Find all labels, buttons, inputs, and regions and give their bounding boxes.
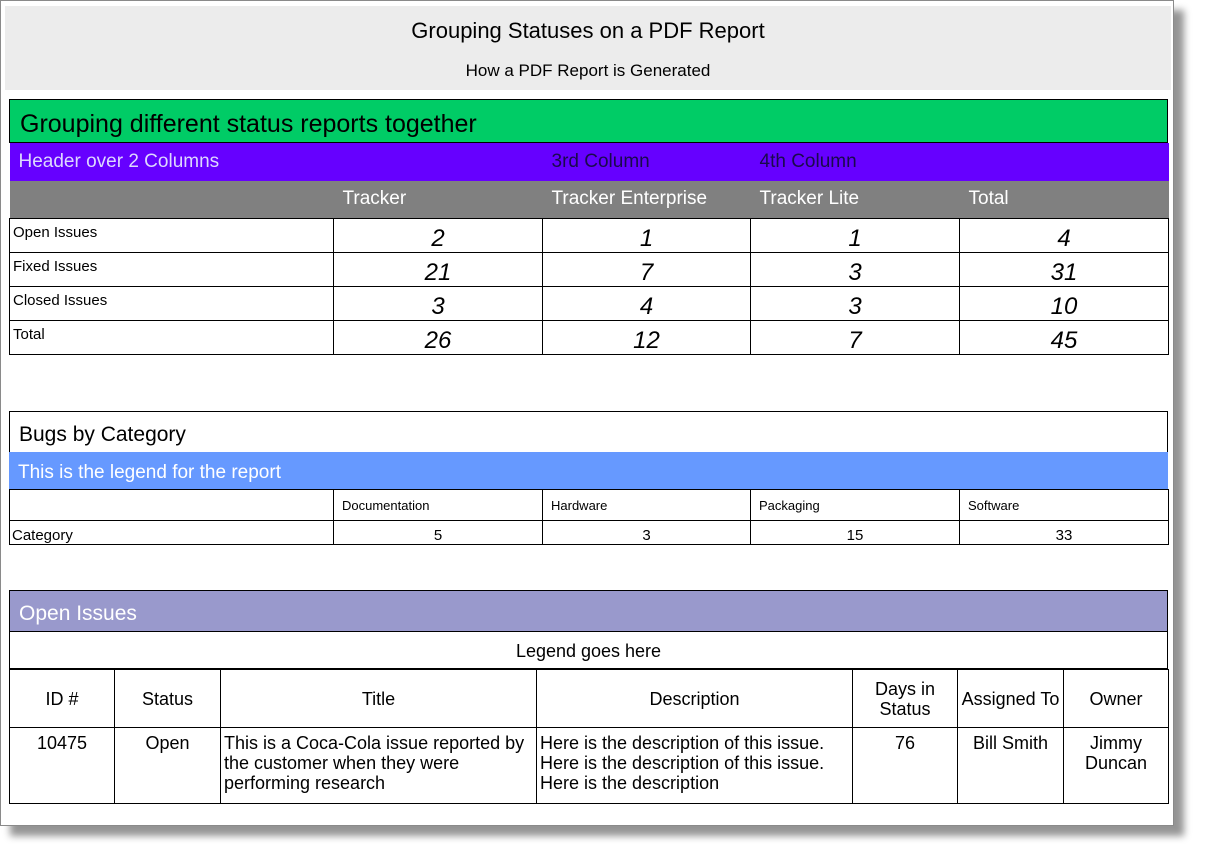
group-header-row (10, 143, 1169, 181)
column-header (10, 490, 334, 521)
row-label: Open Issues (10, 218, 334, 252)
table-row (10, 252, 1169, 286)
table-cell: 4 (543, 286, 751, 320)
table-cell: 15 (751, 521, 960, 545)
table-cell: 45 (960, 320, 1169, 354)
issues-table (9, 669, 1169, 804)
issues-legend: Legend goes here (9, 632, 1168, 669)
column-header: Days in Status (853, 670, 958, 728)
row-label: Category (10, 521, 334, 545)
column-header: Assigned To (958, 670, 1064, 728)
issue-title: This is a Coca-Cola issue reported by the customer when they were performing research (221, 728, 537, 804)
total-row (10, 320, 1169, 354)
table-row (10, 728, 1169, 804)
category-section (9, 411, 1168, 545)
column-header: ID # (10, 670, 115, 728)
column-header-row (10, 490, 1169, 521)
table-cell: 5 (334, 521, 543, 545)
table-cell: 1 (543, 218, 751, 252)
table-cell: 7 (751, 320, 960, 354)
table-cell: 3 (334, 286, 543, 320)
group-header-cell: 3rd Column (543, 143, 751, 181)
table-cell: 3 (751, 286, 960, 320)
table-cell: 3 (751, 252, 960, 286)
table-cell: 1 (751, 218, 960, 252)
table-cell: 3 (543, 521, 751, 545)
row-label: Total (10, 320, 334, 354)
table-cell: 4 (960, 218, 1169, 252)
table-cell: 7 (543, 252, 751, 286)
column-header: Packaging (751, 490, 960, 521)
table-cell: 26 (334, 320, 543, 354)
report-header (5, 6, 1171, 90)
report-subtitle: How a PDF Report is Generated (465, 61, 711, 80)
issues-section-title: Open Issues (9, 590, 1168, 632)
column-header: Documentation (334, 490, 543, 521)
column-header: Software (960, 490, 1169, 521)
table-cell: 2 (334, 218, 543, 252)
group-header-cell: 4th Column (751, 143, 960, 181)
column-header-row (10, 181, 1169, 218)
category-legend: This is the legend for the report (9, 452, 1168, 489)
table-cell: 33 (960, 521, 1169, 545)
table-cell: 21 (334, 252, 543, 286)
column-header: Tracker (334, 181, 543, 218)
table-row (10, 218, 1169, 252)
issue-owner: Jimmy Duncan (1064, 728, 1169, 804)
column-header: Status (115, 670, 221, 728)
column-header: Owner (1064, 670, 1169, 728)
column-header: Hardware (543, 490, 751, 521)
table-row (10, 521, 1169, 545)
column-header: Tracker Lite (751, 181, 960, 218)
group-header-cell: Header over 2 Columns (10, 143, 543, 181)
row-label: Closed Issues (10, 286, 334, 320)
table-cell: 31 (960, 252, 1169, 286)
column-header: Description (537, 670, 853, 728)
table-cell: 12 (543, 320, 751, 354)
category-section-title: Bugs by Category (9, 411, 1168, 452)
group-header-cell (960, 143, 1169, 181)
status-section-title: Grouping different status reports together (9, 99, 1168, 143)
column-header (10, 181, 334, 218)
column-header: Total (960, 181, 1169, 218)
issue-status: Open (115, 728, 221, 804)
issue-days-in-status: 76 (853, 728, 958, 804)
issue-description: Here is the description of this issue. Here is the description of this issue. Here is the description (537, 728, 853, 804)
column-header: Tracker Enterprise (543, 181, 751, 218)
category-table (9, 489, 1169, 545)
row-label: Fixed Issues (10, 252, 334, 286)
report-title: Grouping Statuses on a PDF Report (411, 18, 765, 43)
column-header: Title (221, 670, 537, 728)
column-header-row (10, 670, 1169, 728)
table-row (10, 286, 1169, 320)
table-cell: 10 (960, 286, 1169, 320)
issues-section (9, 590, 1168, 804)
status-section (9, 99, 1168, 355)
issue-id: 10475 (10, 728, 115, 804)
issue-assigned-to: Bill Smith (958, 728, 1064, 804)
status-table (9, 143, 1169, 355)
